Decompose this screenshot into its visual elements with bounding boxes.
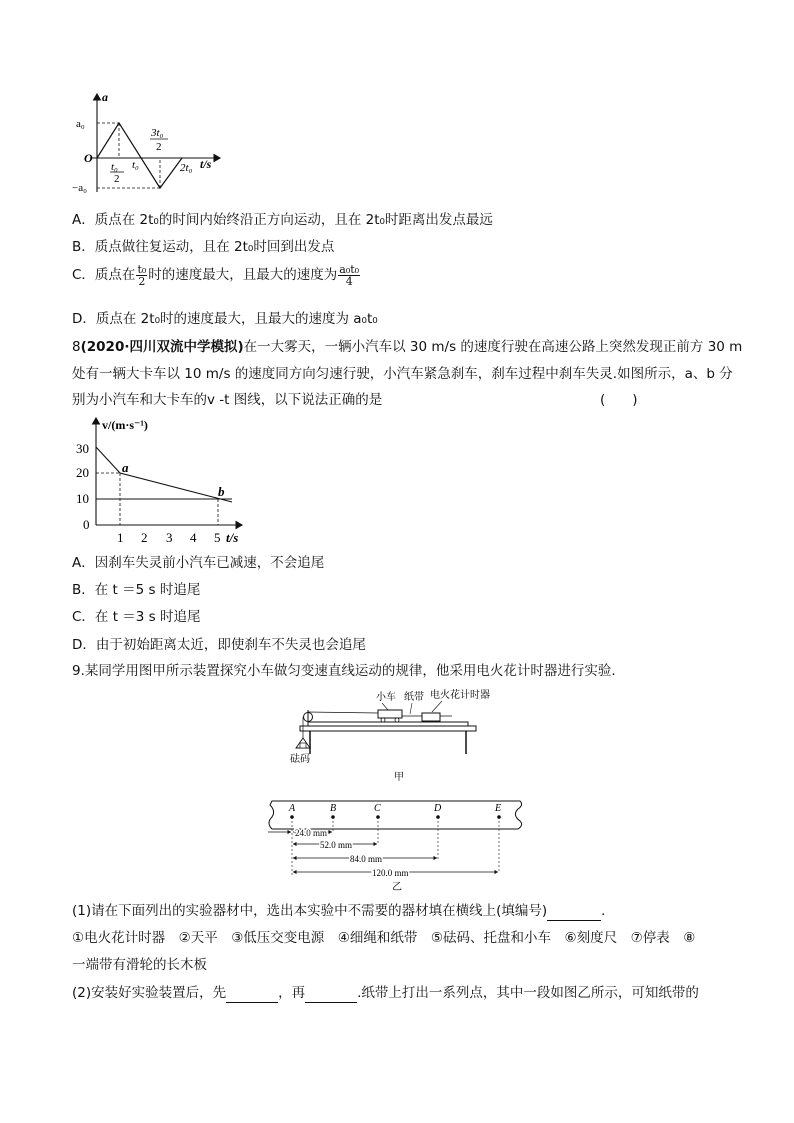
velocity-time-graph [72, 414, 252, 549]
apparatus-timer-label: 电火花计时器 [430, 690, 490, 701]
vt-x-tick-5: 5 [214, 530, 221, 545]
apparatus-figure [282, 686, 490, 786]
vt-x-tick-3: 3 [166, 530, 173, 545]
q8-stem-line1: 8(2020·四川双流中学模拟)在一大雾天，一辆小汽车以 30 m/s 的速度行驶在高速公路上突然发现正前方 30 m [72, 339, 743, 355]
accel-y-label: a [102, 90, 108, 104]
accel-3t0-den: 2 [156, 141, 162, 153]
q8-source: (2020·四川双流中学模拟) [80, 339, 244, 355]
accel-t0-half-den: 2 [114, 173, 120, 185]
tape-caption: 乙 [392, 882, 402, 893]
q8-option-d: D．由于初始距离太近，即使刹车不失灵也会追尾 [72, 637, 366, 653]
vt-label-b: b [218, 484, 225, 499]
accel-2t0-label: 2t₀ [180, 162, 193, 174]
vt-x-tick-1: 1 [117, 530, 124, 545]
q7-option-b: B．质点做往复运动，且在 2t₀时回到出发点 [72, 239, 335, 255]
vt-y-label: v/(m·s⁻¹) [102, 418, 148, 432]
accel-origin-label: O [84, 151, 93, 165]
vt-y-tick-0: 0 [83, 517, 90, 532]
apparatus-weight-label: 砝码 [290, 754, 310, 765]
tape-d1: 24.0 mm [295, 828, 328, 838]
q9-part1: (1)请在下面列出的实验器材中，选出本实验中不需要的器材填在横线上(填编号) . [72, 903, 606, 919]
vt-y-tick-10: 10 [76, 491, 89, 506]
vt-x-label: t/s [226, 530, 239, 545]
tape-d2: 52.0 mm [320, 840, 353, 850]
long-board [308, 722, 468, 726]
q9-equipment-list-2: 一端带有滑轮的长木板 [72, 957, 207, 973]
vt-label-a: a [122, 460, 129, 475]
q8-stem-line3: 别为小汽车和大卡车的v -t 图线，以下说法正确的是 [72, 392, 383, 408]
accel-3t0-num: 3t₀ [151, 127, 164, 139]
tape-d4: 120.0 mm [372, 868, 409, 878]
apparatus-caption: 甲 [394, 772, 404, 783]
tape-d3: 84.0 mm [350, 854, 383, 864]
accel-curve [97, 123, 182, 188]
tape-label-b: B [330, 803, 337, 814]
q8-stem-line2: 处有一辆大卡车以 10 m/s 的速度同方向匀速行驶，小汽车紧急刹车，刹车过程中刹车失灵.如图所示，a、b 分 [72, 366, 733, 382]
spark-timer [422, 713, 440, 721]
accel-a0-label: a₀ [76, 118, 85, 130]
q7-c-frac2-den: 4 [345, 275, 353, 288]
q7-option-c: C．质点在 $\frac{\text{t₀}}{2}$ 时的速度最大，且最大的速度为 $\frac{\text{a₀t₀}}{4}$ [72, 263, 360, 288]
q7-option-d: D．质点在 2t₀时的速度最大，且最大的速度为 a₀t₀ [72, 311, 378, 327]
tape-strip [269, 801, 522, 829]
paper-tape-figure [262, 795, 532, 895]
q9-part2: (2)安装好实验装置后，先 ，再 .纸带上打出一系列点，其中一段如图乙所示，可知纸带的 [72, 985, 699, 1001]
accel-t0-half-num: t₀ [111, 161, 118, 173]
q9-equipment-list-1: ①电火花计时器 ②天平 ③低压交变电源 ④细绳和纸带 ⑤砝码、托盘和小车 ⑥刻度尺 ⑦停表 ⑧ [72, 930, 696, 946]
accel-t0-label: t₀ [132, 159, 139, 171]
vt-x-tick-2: 2 [141, 530, 148, 545]
cart [378, 710, 402, 718]
apparatus-tape-label: 纸带 [404, 692, 424, 703]
q9-part2-blank1[interactable] [226, 984, 278, 1003]
accel-x-label: t/s [200, 157, 212, 171]
vt-y-tick-20: 20 [76, 465, 89, 480]
q8-option-b: B．在 t ＝5 s 时追尾 [72, 582, 201, 598]
vt-y-tick-30: 30 [76, 441, 89, 456]
q7-option-a: A．质点在 2t₀的时间内始终沿正方向运动，且在 2t₀时距离出发点最远 [72, 212, 493, 228]
vt-x-tick-4: 4 [190, 530, 197, 545]
tape-label-e: E [495, 803, 502, 814]
tape-label-c: C [374, 803, 381, 814]
q8-answer-bracket: ( ) [600, 392, 638, 408]
tape-label-a: A [289, 803, 296, 814]
q7-c-frac-den: 2 [138, 275, 146, 288]
table-top [300, 726, 476, 731]
vt-line-a [96, 447, 232, 502]
q7-c-frac-num: t₀ [137, 263, 147, 276]
q9-part1-blank[interactable] [547, 902, 601, 921]
q9-intro: 9.某同学用图甲所示装置探究小车做匀变速直线运动的规律，他采用电火花计时器进行实验. [72, 663, 616, 679]
apparatus-cart-label: 小车 [376, 692, 396, 703]
q8-option-a: A．因刹车失灵前小汽车已减速，不会追尾 [72, 555, 325, 571]
q8-option-c: C．在 t ＝3 s 时追尾 [72, 609, 201, 625]
accel-time-graph [72, 88, 232, 198]
q7-c-frac2-num: a₀t₀ [339, 263, 360, 276]
q9-part2-blank2[interactable] [305, 984, 357, 1003]
accel-neg-a0-label: −a₀ [72, 182, 87, 194]
tape-label-d: D [434, 803, 442, 814]
